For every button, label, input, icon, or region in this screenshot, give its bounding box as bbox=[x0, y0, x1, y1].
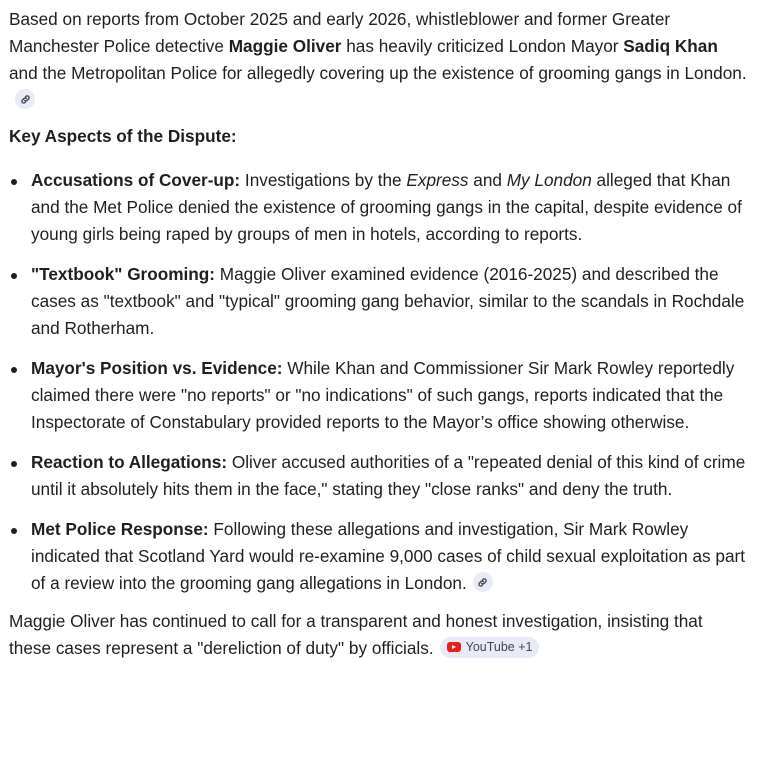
intro-paragraph: Based on reports from October 2025 and early 2026, whistleblower and former Greater Manchester Police detective Maggie Oliver has heavily criticized London Mayor Sadiq Khan and the Metropolitan Police for allegedly covering up the existence of grooming gangs in London. bbox=[9, 6, 749, 114]
list-item: Accusations of Cover-up: Investigations by the Express and My London alleged that Khan and the Met Police denied the existence of grooming gangs in the capital, despite evidence of young girls being raped by groups of men in hotels, according to reports. bbox=[9, 167, 749, 248]
citation-link-button[interactable] bbox=[15, 89, 35, 109]
list-item: "Textbook" Grooming: Maggie Oliver examined evidence (2016-2025) and described the cases as "textbook" and "typical" grooming gang behavior, similar to the scandals in Rochdale and Rotherham. bbox=[9, 261, 749, 342]
source-chip[interactable]: YouTube +1 bbox=[440, 637, 540, 658]
name-maggie-oliver: Maggie Oliver bbox=[228, 36, 342, 56]
link-icon bbox=[20, 94, 31, 105]
list-item: Reaction to Allegations: Oliver accused authorities of a "repeated denial of this kind of crime until it absolutely hits them in the face," stating they "close ranks" and deny the truth. bbox=[9, 449, 749, 503]
list-item: Met Police Response: Following these allegations and investigation, Sir Mark Rowley indicated that Scotland Yard would re-examine 9,000 cases of child sexual exploitation as part of a review into the grooming gang allegations in London. bbox=[9, 516, 749, 597]
section-heading: Key Aspects of the Dispute: bbox=[9, 126, 237, 146]
closing-paragraph: Maggie Oliver has continued to call for a transparent and honest investigation, insisting that these cases represent a "dereliction of duty" by officials. YouTube +1 bbox=[9, 611, 703, 658]
name-sadiq-khan: Sadiq Khan bbox=[623, 36, 718, 56]
dispute-list bbox=[9, 167, 749, 597]
youtube-icon bbox=[447, 642, 461, 652]
list-item: Mayor's Position vs. Evidence: While Khan and Commissioner Sir Mark Rowley reportedly claimed there were "no reports" or "no indications" of such gangs, reports indicated that the Inspectorate of Constabulary provided reports to the Mayor’s office showing otherwise. bbox=[9, 355, 749, 436]
citation-link-button[interactable] bbox=[473, 572, 493, 592]
link-icon bbox=[477, 577, 488, 588]
